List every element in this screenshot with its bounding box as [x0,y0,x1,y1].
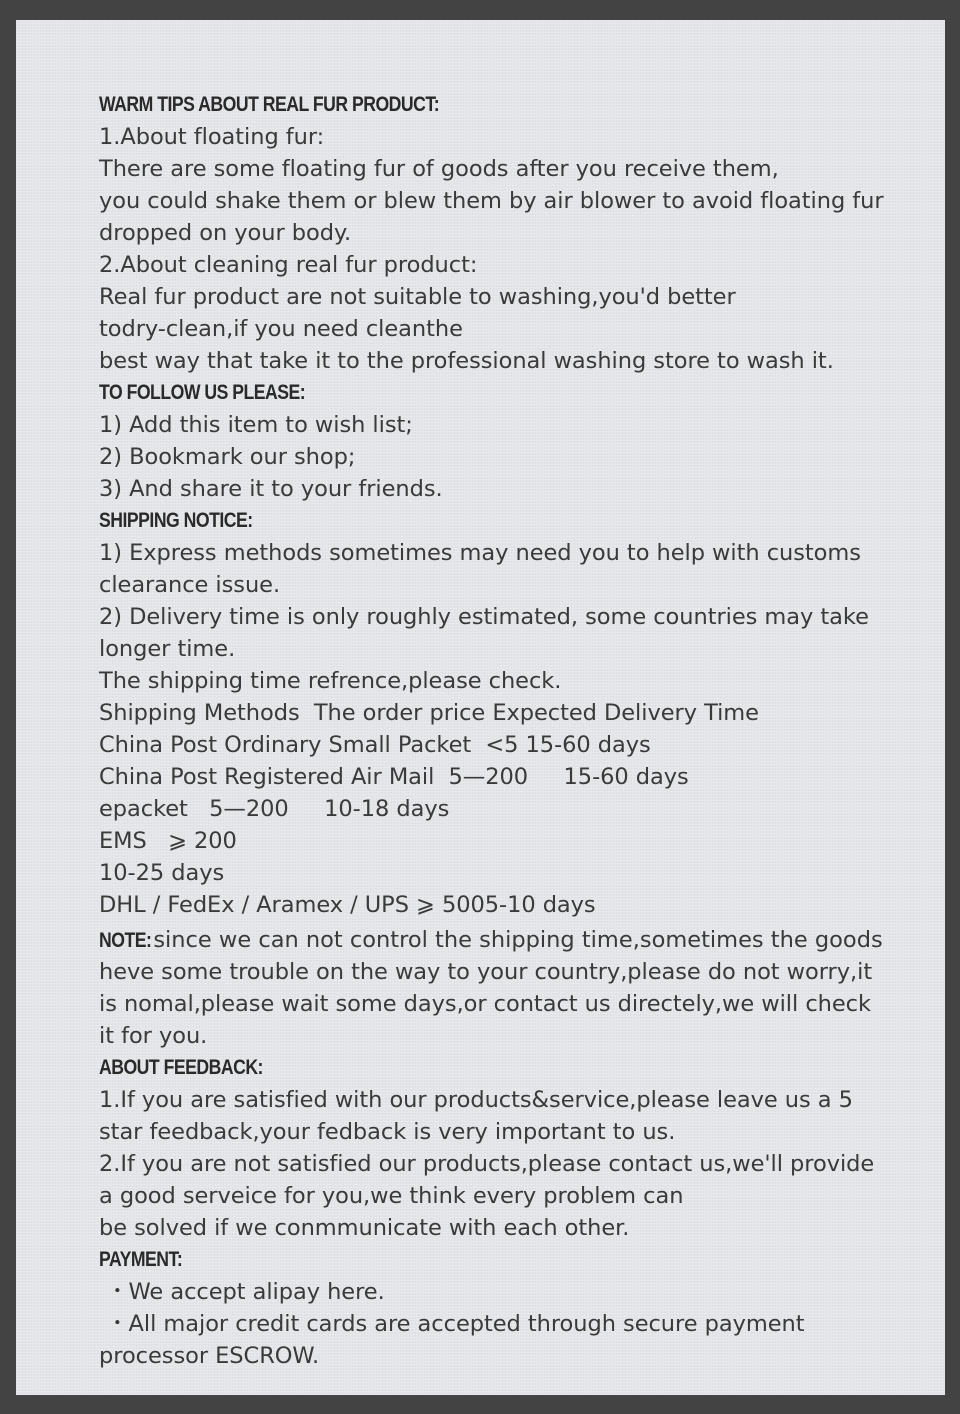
text-line: There are some floating fur of goods after you receive them, [99,156,779,182]
text-line: 2.If you are not satisfied our products,please contact us,we'll provide [99,1151,875,1177]
shipping-table-header: Shipping Methods The order price Expected Delivery Time [99,700,759,726]
text-line: star feedback,your fedback is very important to us. [99,1119,676,1145]
text-line: heve some trouble on the way to your country,please do not worry,it [99,959,873,985]
text-line: 2) Delivery time is only roughly estimated, some countries may take [99,604,869,630]
section-heading-warm-tips: WARM TIPS ABOUT REAL FUR PRODUCT: [99,93,440,116]
section-heading-payment: PAYMENT: [99,1248,183,1271]
text-line: dropped on your body. [99,220,352,246]
text-line: todry-clean,if you need cleanthe [99,316,463,342]
text-line: The shipping time refrence,please check. [99,668,562,694]
shipping-row: 10-25 days [99,860,225,886]
note-text: since we can not control the shipping time,sometimes the goods [153,927,883,953]
shipping-row: EMS ⩾ 200 [99,828,237,854]
text-line: Real fur product are not suitable to washing,you'd better [99,284,736,310]
section-heading-shipping: SHIPPING NOTICE: [99,509,253,532]
section-heading-feedback: ABOUT FEEDBACK: [99,1056,263,1079]
note-label: NOTE: [99,929,152,952]
text-line: clearance issue. [99,572,281,598]
text-line: best way that take it to the professional washing store to wash it. [99,348,834,374]
content-card [16,20,945,1395]
shipping-row: China Post Registered Air Mail 5—200 15-60 days [99,764,689,790]
shipping-row: epacket 5—200 10-18 days [99,796,450,822]
text-line: longer time. [99,636,236,662]
text-line: a good serveice for you,we think every problem can [99,1183,684,1209]
text-line: it for you. [99,1023,208,1049]
text-line: 2) Bookmark our shop; [99,444,356,470]
text-line: 2.About cleaning real fur product: [99,252,478,278]
text-line: 1.About floating fur: [99,124,325,150]
text-line: processor ESCROW. [99,1343,320,1369]
shipping-row: DHL / FedEx / Aramex / UPS ⩾ 5005-10 days [99,892,596,918]
text-line: ・All major credit cards are accepted through secure payment [99,1311,805,1337]
text-line: is nomal,please wait some days,or contact us directely,we will check [99,991,871,1017]
text-line: 1.If you are satisfied with our products&service,please leave us a 5 [99,1087,853,1113]
text-line: 1) Express methods sometimes may need you to help with customs [99,540,861,566]
info-text-block [99,89,899,1372]
shipping-row: China Post Ordinary Small Packet <5 15-60 days [99,732,651,758]
text-line: ・We accept alipay here. [99,1279,385,1305]
text-line: you could shake them or blew them by air blower to avoid floating fur [99,188,884,214]
text-line: 3) And share it to your friends. [99,476,443,502]
text-line: be solved if we conmmunicate with each other. [99,1215,630,1241]
text-line: 1) Add this item to wish list; [99,412,413,438]
note-first-line [99,924,899,956]
section-heading-follow-us: TO FOLLOW US PLEASE: [99,381,306,404]
